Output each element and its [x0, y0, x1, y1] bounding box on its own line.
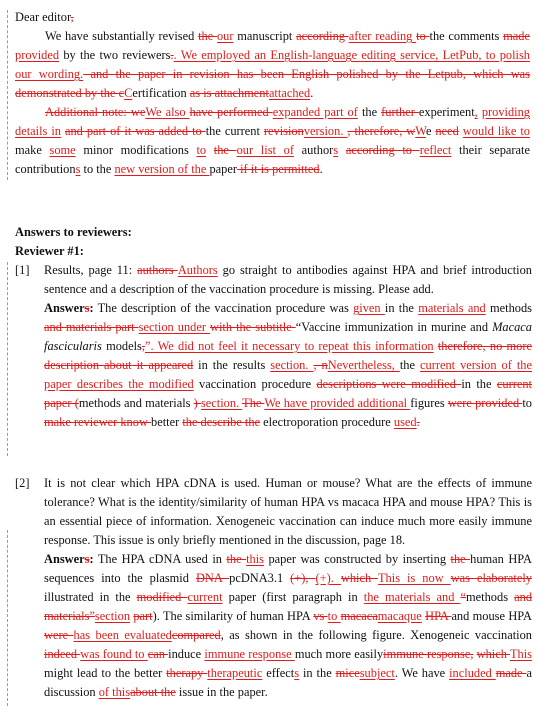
paragraph-additional-note	[15, 103, 530, 179]
text-run: paper (first paragraph in	[222, 590, 364, 604]
margin-change-bar	[7, 262, 8, 456]
deleted-text: )	[193, 396, 201, 410]
inserted-text: immune response	[204, 647, 295, 661]
text-run: Results, page 11:	[44, 263, 138, 277]
text-run: author	[293, 143, 334, 157]
deleted-text: immune response,	[383, 647, 474, 661]
text-run	[338, 143, 346, 157]
text-run: The description of the vaccination procedure was	[93, 301, 354, 315]
inserted-text: .	[330, 571, 341, 585]
deleted-text: authors	[137, 263, 178, 277]
deleted-text: , therefore, w	[347, 124, 416, 138]
inserted-text: the materials and	[363, 590, 461, 604]
deleted-text: and the paper in revision has been English polished by the Letpub, which was demonstrated by the	[15, 67, 531, 100]
inserted-text: of this	[98, 685, 131, 699]
inserted-text: to	[327, 609, 341, 623]
deleted-text: part	[133, 609, 153, 623]
text-run: We have substantially revised	[45, 29, 199, 43]
deleted-text: s	[84, 552, 90, 566]
deleted-text: with the subtitle	[210, 320, 296, 334]
deleted-text: to	[402, 143, 420, 157]
deleted-text: to	[416, 29, 430, 43]
text-run: The HPA cDNA used in	[93, 552, 227, 566]
deleted-text: according	[296, 29, 349, 43]
text-run: illustrated in the	[44, 590, 137, 604]
deleted-text: and part of it was added to	[64, 124, 206, 138]
text-run: experiment	[418, 105, 475, 119]
answer-label: :	[89, 301, 94, 315]
inserted-text: s	[333, 143, 339, 157]
text-run: the comments	[429, 29, 504, 43]
item-number: [2]	[15, 476, 30, 490]
inserted-text: . We did not feel it necessary to repeat this information	[150, 339, 434, 353]
text-run: “Vaccine immunization in murine and	[295, 320, 493, 334]
inserted-text: We have provided additional	[264, 396, 411, 410]
answer-label: Answer	[44, 301, 85, 315]
text-run: , as shown in the following figure. Xenogeneic vaccination	[220, 628, 533, 642]
reviewer-comment	[44, 474, 532, 550]
text-run: the	[399, 358, 420, 372]
text-run: models	[101, 339, 142, 353]
inserted-text: section under	[138, 320, 211, 334]
inserted-text: our list of	[236, 143, 294, 157]
deleted-text: ,	[70, 10, 74, 24]
inserted-text: materials and	[418, 301, 486, 315]
text-run: .	[319, 162, 323, 176]
text-run: methods	[466, 590, 515, 604]
inserted-text: macaque	[377, 609, 422, 623]
deleted-text: was elaborately	[450, 571, 532, 585]
text-run: methods and materials	[78, 396, 194, 410]
deleted-text: according	[345, 143, 403, 157]
inserted-text: has been evaluated	[73, 628, 172, 642]
deleted-text: .	[416, 415, 420, 429]
inserted-text: current version of the paper describes the modified	[44, 358, 532, 391]
deleted-text: HPA	[425, 609, 452, 623]
deleted-text: and materials part	[44, 320, 139, 334]
inserted-text: new version of the	[114, 162, 210, 176]
inserted-text: current	[187, 590, 223, 604]
deleted-text: “	[460, 590, 467, 604]
text-run: in the	[299, 666, 336, 680]
deleted-text: as is attachment	[189, 86, 269, 100]
inserted-text: (+)	[315, 571, 331, 585]
text-run: human HPA sequences into the plasmid	[44, 552, 532, 585]
deleted-text: the	[226, 552, 247, 566]
deleted-text: s	[84, 301, 90, 315]
inserted-text: providing details in	[15, 105, 530, 138]
inserted-text: Nevertheless,	[327, 358, 400, 372]
text-run: effect	[262, 666, 295, 680]
deleted-text: the describe the	[182, 415, 261, 429]
inserted-text: We also	[145, 105, 190, 119]
inserted-text: some	[49, 143, 76, 157]
text-run: better	[151, 415, 183, 429]
deleted-text: which	[340, 571, 378, 585]
margin-change-bar	[7, 10, 8, 180]
text-run	[206, 143, 214, 157]
deleted-text: were provided	[447, 396, 523, 410]
deleted-text: therapy	[166, 666, 208, 680]
inserted-text: included	[449, 666, 496, 680]
inserted-text: subject	[359, 666, 395, 680]
text-run: paper was constructed by inserting	[263, 552, 451, 566]
deleted-text: modified	[136, 590, 188, 604]
inserted-text: after reading	[348, 29, 417, 43]
deleted-text: can	[147, 647, 169, 661]
deleted-text: c	[118, 86, 125, 100]
deleted-text: and materials”	[44, 590, 533, 623]
text-run: figures	[410, 396, 448, 410]
inserted-text: s	[294, 666, 300, 680]
text-run: minor modifications	[75, 143, 197, 157]
deleted-text: the	[213, 143, 237, 157]
answer-label: Answer	[44, 552, 85, 566]
item-number: [1]	[15, 263, 30, 277]
text-run: vaccination procedure	[193, 377, 317, 391]
text-run: much more easily	[294, 647, 384, 661]
inserted-text: used	[393, 415, 417, 429]
text-run: paper	[209, 162, 237, 176]
inserted-text: ,	[474, 105, 478, 119]
text-run: electroporation procedure	[260, 415, 394, 429]
text-run: issue in the paper.	[175, 685, 268, 699]
text-run: in the results	[193, 358, 271, 372]
reviewer-heading: Reviewer #1:	[15, 244, 84, 258]
inserted-text: given	[353, 301, 385, 315]
deleted-text: Additional note:	[45, 105, 131, 119]
deleted-text: revision	[263, 124, 304, 138]
deleted-text: have performed	[189, 105, 273, 119]
inserted-text: therapeutic	[207, 666, 263, 680]
inserted-text: Authors	[177, 263, 218, 277]
inserted-text: attached	[268, 86, 311, 100]
text-run: to the	[80, 162, 115, 176]
inserted-text: our	[216, 29, 234, 43]
inserted-text: would like to	[462, 124, 530, 138]
deleted-text: which	[476, 647, 510, 661]
deleted-text: vs	[313, 609, 328, 623]
reviewer-comment	[44, 261, 532, 299]
deleted-text: descriptions were modified	[316, 377, 462, 391]
text-run: by the two reviewers	[59, 48, 171, 62]
text-run: methods	[485, 301, 532, 315]
author-answer	[44, 550, 532, 702]
answers-heading: Answers to reviewers:	[15, 225, 132, 239]
deleted-text: the	[450, 552, 471, 566]
deleted-text: The	[242, 396, 265, 410]
inserted-text: section	[94, 609, 131, 623]
text-run: manuscript	[233, 29, 297, 43]
text-run: their separate contribution	[15, 143, 530, 176]
text-run: a discussion	[44, 666, 532, 699]
deleted-text: current paper (	[44, 377, 532, 410]
inserted-text: this	[246, 552, 264, 566]
deleted-text: about the	[130, 685, 176, 699]
deleted-text: .	[170, 48, 174, 62]
text-run: to	[522, 396, 532, 410]
deleted-text: , n	[313, 358, 328, 372]
inserted-text: to	[196, 143, 207, 157]
margin-change-bar	[7, 530, 8, 706]
text-run: ). The similarity of human HPA	[152, 609, 314, 623]
inserted-text: This	[509, 647, 532, 661]
inserted-text: W	[415, 124, 426, 138]
text-run: the current	[205, 124, 264, 138]
inserted-text: C	[124, 86, 133, 100]
deleted-text: the	[198, 29, 217, 43]
inserted-text: . We employed an English-language editing service, LetPub, to polish our wording.	[15, 48, 530, 81]
inserted-text: section.	[270, 358, 314, 372]
inserted-text: version	[303, 124, 341, 138]
text-run: e	[425, 124, 436, 138]
text-run: and mouse HPA	[451, 609, 532, 623]
deleted-text: indeed	[44, 647, 81, 661]
deleted-text: compared	[171, 628, 221, 642]
italic-text: Macaca fascicularis	[44, 320, 532, 353]
inserted-text: ”	[144, 339, 151, 353]
text-run: in the	[384, 301, 419, 315]
deleted-text: ,	[141, 339, 145, 353]
inserted-text: .	[340, 124, 348, 138]
text-run: might lead to the better	[44, 666, 167, 680]
inserted-text: was found to	[80, 647, 148, 661]
deleted-text: macaca	[340, 609, 378, 623]
deleted-text: made	[495, 666, 527, 680]
text-run: pcDNA3.1	[229, 571, 291, 585]
text-run: Dear editor	[15, 10, 71, 24]
text-run: It is not clear which HPA cDNA is used. Human or mouse? What are the effects of immune tolerance? What is the identity/similarity of human HPA vs macaca HPA and mouse HPA? This is an essential piece of information. Xenogeneic vaccination can induce much more easily immune response. This issue is only briefly mentioned in the discussion, page 18.	[44, 476, 532, 547]
deleted-text: (+),	[290, 571, 316, 585]
deleted-text: were	[44, 628, 74, 642]
inserted-text: reflect	[419, 143, 452, 157]
deleted-text: made	[503, 29, 530, 43]
deleted-text: make reviewer know	[44, 415, 151, 429]
text-run: the	[357, 105, 382, 119]
deleted-text: need	[435, 124, 459, 138]
deleted-text: therefore, no more description about it appeared	[44, 339, 532, 372]
author-answer	[44, 299, 532, 432]
inserted-text: This is now	[377, 571, 451, 585]
text-run: . We have	[394, 666, 450, 680]
text-run: in the	[461, 377, 497, 391]
inserted-text: provided	[15, 48, 60, 62]
text-run: ertification	[132, 86, 190, 100]
paragraph-revision-summary	[15, 27, 530, 103]
answer-label: :	[89, 552, 94, 566]
inserted-text: s	[75, 162, 81, 176]
text-run: make	[15, 143, 50, 157]
deleted-text: we	[130, 105, 146, 119]
text-run: go straight to antibodies against HPA and brief introduction sentence and a description of the vaccination procedure is missing. Please add.	[44, 263, 532, 296]
text-run: induce	[168, 647, 205, 661]
salutation	[15, 8, 530, 27]
deleted-text: if it is permitted	[236, 162, 320, 176]
inserted-text: expanded part of	[272, 105, 358, 119]
deleted-text: mice	[335, 666, 360, 680]
text-run: .	[310, 86, 314, 100]
inserted-text: section.	[200, 396, 243, 410]
deleted-text: further	[381, 105, 419, 119]
deleted-text: DNA	[195, 571, 230, 585]
